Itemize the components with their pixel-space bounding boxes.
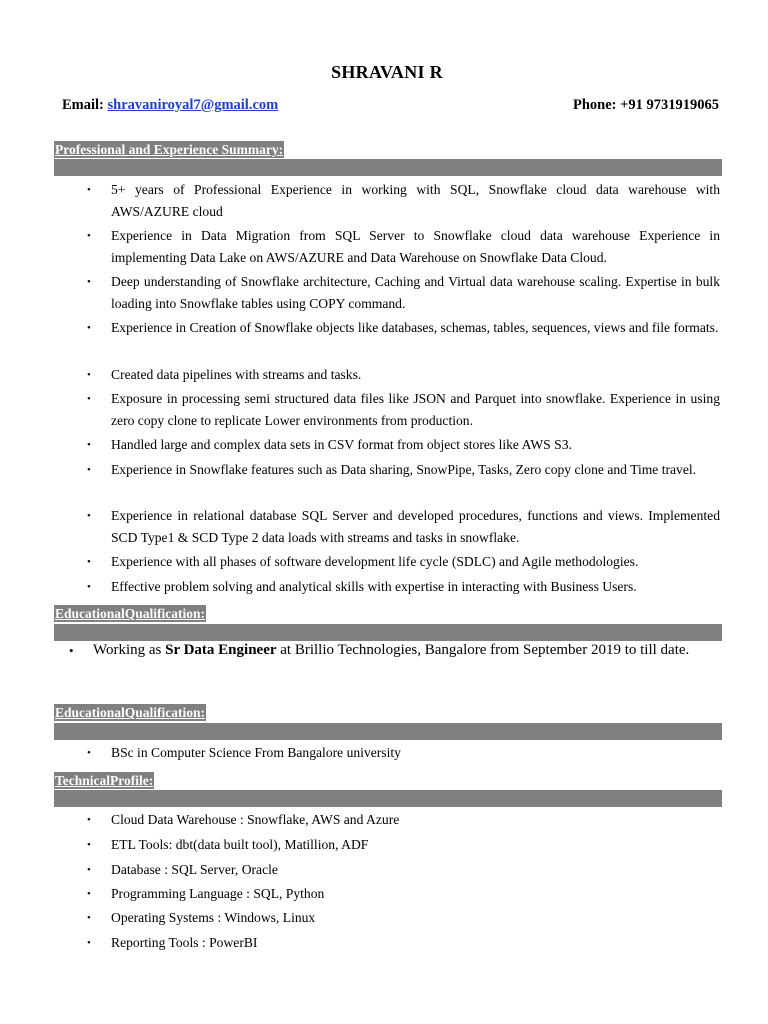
- list-item-text: Created data pipelines with streams and tasks.: [111, 367, 362, 382]
- bullet-icon: •: [87, 912, 91, 924]
- section-title-work: EducationalQualification:: [55, 606, 206, 621]
- bullet-icon: •: [87, 510, 91, 522]
- work-role: Sr Data Engineer: [165, 642, 277, 658]
- work-prefix: Working as: [93, 642, 166, 658]
- bullet-icon: •: [87, 393, 91, 405]
- list-item-text: BSc in Computer Science From Bangalore university: [111, 745, 401, 760]
- section-title-technical: TechnicalProfile:: [55, 773, 154, 788]
- email-label: Email:: [62, 97, 104, 113]
- bullet-icon: •: [87, 888, 91, 900]
- list-item-text: Exposure in processing semi structured data files like JSON and Parquet into snowflake. Experience in using zero copy clone to replicate Lower environments from production.: [111, 391, 720, 428]
- list-item-text: 5+ years of Professional Experience in working with SQL, Snowflake cloud data warehouse with AWS/AZURE cloud: [111, 182, 720, 219]
- bullet-icon: •: [87, 230, 91, 242]
- list-item-text: Programming Language : SQL, Python: [111, 886, 325, 901]
- list-item-text: Experience in Data Migration from SQL Server to Snowflake cloud data warehouse Experience in implementing Data Lake on AWS/AZURE and Data Warehouse on Snowflake Data Cloud.: [111, 228, 720, 265]
- list-item-text: Experience with all phases of software development life cycle (SDLC) and Agile methodologies.: [111, 554, 639, 569]
- bullet-icon: •: [87, 184, 91, 196]
- section-divider-education: [54, 723, 722, 740]
- section-divider-technical: [54, 790, 722, 807]
- phone-number: Phone: +91 9731919065: [572, 97, 719, 113]
- section-title-education: EducationalQualification:: [55, 705, 206, 720]
- list-item-text: Reporting Tools : PowerBI: [111, 935, 258, 950]
- bullet-icon: •: [87, 864, 91, 876]
- list-item-text: Experience in relational database SQL Server and developed procedures, functions and views. Implemented SCD Type1 & SCD Type 2 data loads with streams and tasks in snowflake.: [111, 508, 720, 545]
- candidate-name: SHRAVANI R: [331, 62, 443, 82]
- bullet-icon: •: [69, 643, 74, 658]
- bullet-icon: •: [87, 581, 91, 593]
- email-block: [62, 97, 278, 114]
- work-entry-text: [93, 642, 689, 659]
- bullet-icon: •: [87, 439, 91, 451]
- list-item-text: Operating Systems : Windows, Linux: [111, 910, 316, 925]
- work-suffix: at Brillio Technologies, Bangalore from September 2019 to till date.: [276, 642, 690, 658]
- list-item-text: Experience in Creation of Snowflake objects like databases, schemas, tables, sequences, views and file formats.: [111, 320, 719, 335]
- list-item-text: Handled large and complex data sets in CSV format from object stores like AWS S3.: [111, 437, 572, 452]
- section-divider-summary: [54, 159, 722, 176]
- section-divider-work: [54, 624, 722, 641]
- list-item-text: Cloud Data Warehouse : Snowflake, AWS and Azure: [111, 812, 400, 827]
- bullet-icon: •: [87, 464, 91, 476]
- list-item-text: Deep understanding of Snowflake architecture, Caching and Virtual data warehouse scaling. Expertise in bulk loading into Snowflake tables using COPY command.: [111, 274, 720, 311]
- section-title-summary: Professional and Experience Summary:: [55, 142, 284, 157]
- bullet-icon: •: [87, 814, 91, 826]
- bullet-icon: •: [87, 322, 91, 334]
- email-link[interactable]: shravaniroyal7@gmail.com: [107, 97, 279, 113]
- work-entry: [0, 642, 768, 664]
- list-item-text: Experience in Snowflake features such as Data sharing, SnowPipe, Tasks, Zero copy clone and Time travel.: [111, 462, 697, 477]
- bullet-icon: •: [87, 369, 91, 381]
- list-item-text: Effective problem solving and analytical skills with expertise in interacting with Business Users.: [111, 579, 637, 594]
- list-item-text: ETL Tools: dbt(data built tool), Matillion, ADF: [111, 837, 369, 852]
- bullet-icon: •: [87, 839, 91, 851]
- bullet-icon: •: [87, 747, 91, 759]
- bullet-icon: •: [87, 276, 91, 288]
- bullet-icon: •: [87, 556, 91, 568]
- list-item-text: Database : SQL Server, Oracle: [111, 862, 278, 877]
- bullet-icon: •: [87, 937, 91, 949]
